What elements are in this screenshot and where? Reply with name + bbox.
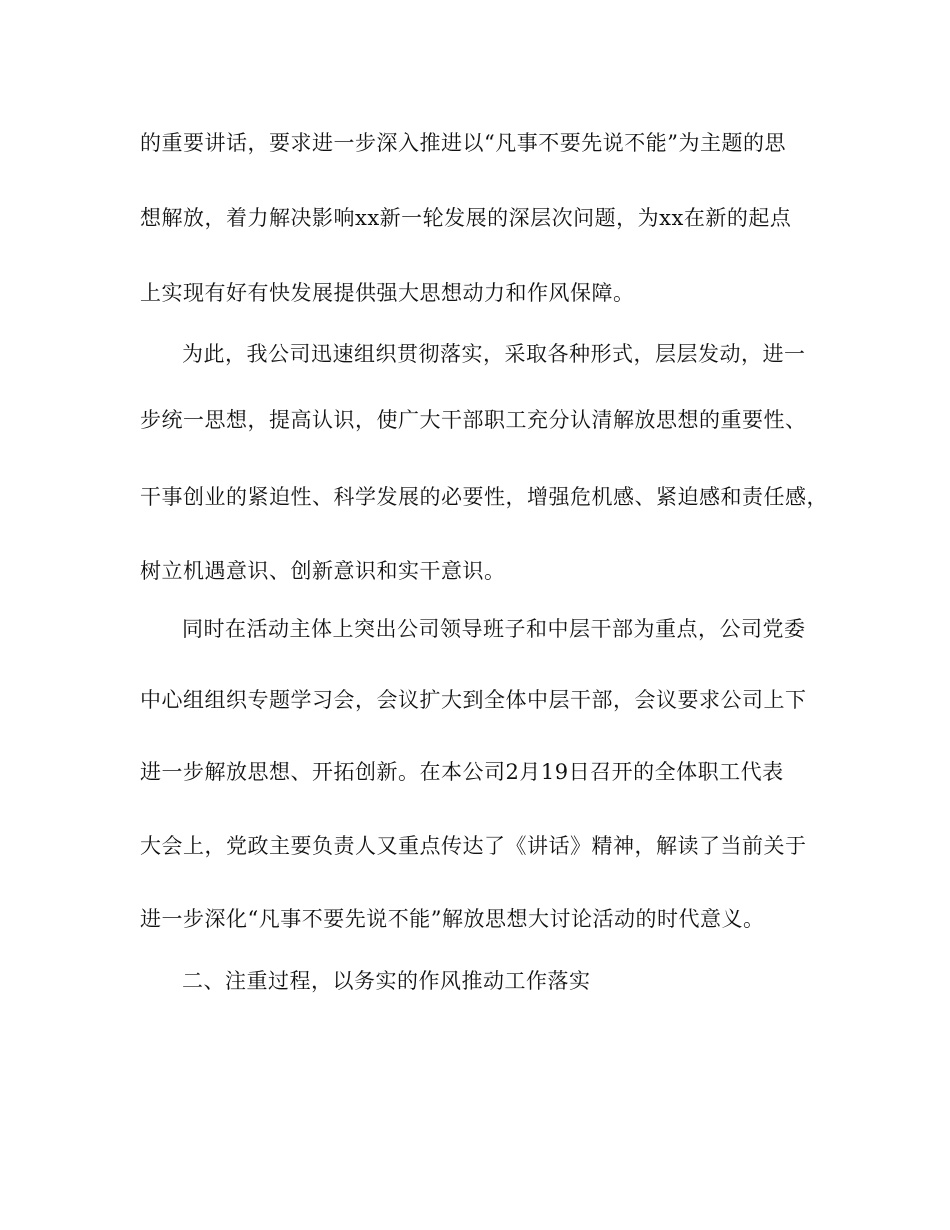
text-line-9: 中心组组织专题学习会，会议扩大到全体中层干部，会议要求公司上下	[140, 688, 807, 712]
text-line-4: 为此，我公司迅速组织贯彻落实，采取各种形式，层层发动，进一	[182, 342, 806, 366]
text-line-12: 进一步深化“凡事不要先说不能”解放思想大讨论活动的时代意义。	[140, 907, 765, 931]
section-heading: 二、注重过程，以务实的作风推动工作落实	[182, 969, 591, 993]
text-line-8: 同时在活动主体上突出公司领导班子和中层干部为重点，公司党委	[182, 617, 806, 641]
text-line-1: 的重要讲话，要求进一步深入推进以“凡事不要先说不能”为主题的思	[140, 131, 786, 155]
text-line-10: 进一步解放思想、开拓创新。在本公司2月19日召开的全体职工代表	[140, 760, 784, 784]
text-line-11: 大会上，党政主要负责人又重点传达了《讲话》精神，解读了当前关于	[140, 834, 807, 858]
text-line-3: 上实现有好有快发展提供强大思想动力和作风保障。	[140, 281, 635, 305]
text-line-5: 步统一思想，提高认识，使广大干部职工充分认清解放思想的重要性、	[140, 408, 807, 432]
text-line-2: 想解放，着力解决影响xx新一轮发展的深层次问题，为xx在新的起点	[140, 206, 792, 230]
text-line-7: 树立机遇意识、创新意识和实干意识。	[140, 559, 506, 583]
text-line-6: 干事创业的紧迫性、科学发展的必要性，增强危机感、紧迫感和责任感，	[140, 485, 828, 509]
